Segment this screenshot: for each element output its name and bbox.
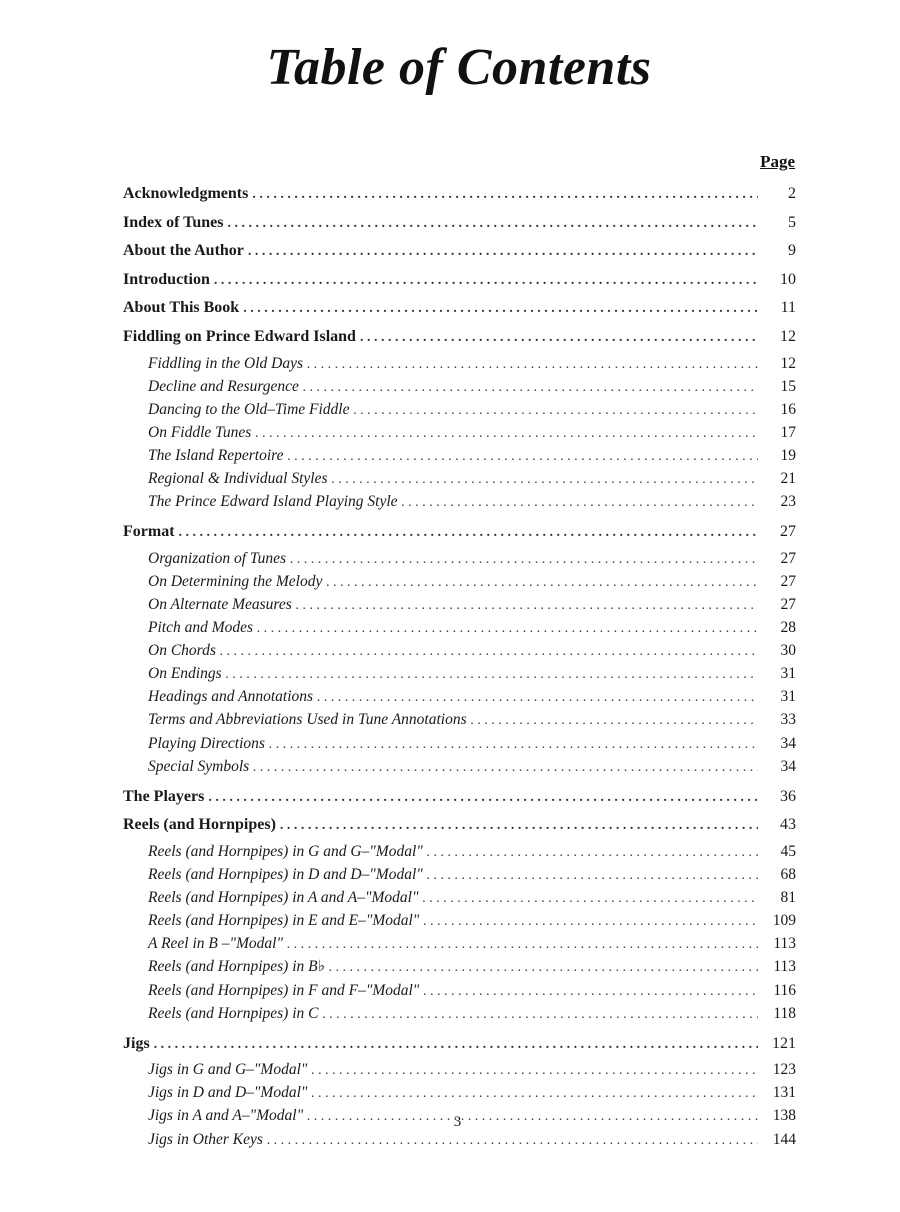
dot-leader (311, 1082, 758, 1104)
toc-entry-page: 27 (780, 596, 796, 613)
toc-entry-label: Reels (and Hornpipes) in F and F–"Modal" (148, 981, 420, 999)
toc-subsection-entry (123, 955, 796, 978)
dot-leader (427, 864, 758, 886)
toc-entry-page: 36 (780, 787, 796, 805)
dot-leader (360, 324, 758, 352)
toc-entry-page: 116 (773, 981, 796, 999)
toc-section-entry (123, 180, 796, 209)
toc-entry-page: 19 (780, 446, 796, 464)
table-of-contents (123, 180, 796, 1156)
toc-entry-page: 2 (788, 185, 796, 202)
toc-entry-label: On Chords (148, 642, 216, 660)
dot-leader (423, 910, 758, 932)
dot-leader (154, 1031, 758, 1059)
dot-leader (269, 733, 758, 755)
toc-entry-page: 138 (772, 1107, 796, 1125)
toc-entry-page: 17 (780, 423, 796, 441)
toc-section-entry (123, 237, 796, 266)
toc-entry-label: Decline and Resurgence (148, 377, 299, 395)
dot-leader (326, 571, 758, 593)
dot-leader (253, 756, 758, 778)
toc-entry-page: 11 (780, 299, 796, 317)
toc-subsection-entry (123, 1058, 796, 1081)
toc-entry-label: Reels (and Hornpipes) in C (148, 1004, 319, 1022)
toc-subsection-entry (123, 1002, 796, 1025)
toc-entry-label: Fiddling on Prince Edward Island (123, 327, 356, 345)
toc-subsection-entry (123, 662, 796, 685)
toc-subsection-entry (123, 708, 796, 731)
toc-entry-page: 30 (780, 642, 796, 660)
toc-entry-label: Special Symbols (148, 757, 250, 775)
toc-entry-label: Terms and Abbreviations Used in Tune Annotations (148, 711, 467, 729)
toc-section-entry (123, 266, 796, 295)
toc-entry-page: 27 (780, 549, 796, 567)
toc-entry-label: Jigs in G and G–"Modal" (148, 1061, 308, 1079)
toc-entry-page: 113 (773, 958, 796, 976)
toc-subsection-entry (123, 755, 796, 778)
page-title: Table of Contents (266, 39, 652, 96)
toc-subsection-entry (123, 840, 796, 863)
toc-subsection-entry (123, 979, 796, 1002)
page-column-header: Page (760, 152, 795, 171)
toc-entry-page: 45 (780, 842, 796, 860)
toc-entry-label: On Determining the Melody (148, 572, 323, 590)
toc-entry-page: 31 (780, 688, 796, 706)
toc-entry-label: Introduction (123, 270, 210, 288)
toc-subsection-entry (123, 932, 796, 955)
dot-leader (423, 980, 758, 1002)
toc-entry-page: 34 (780, 757, 796, 775)
page-number: 3 (453, 1114, 462, 1130)
toc-entry-page: 28 (780, 619, 796, 637)
toc-subsection-entry (123, 1081, 796, 1104)
dot-leader (220, 640, 758, 662)
toc-subsection-entry (123, 547, 796, 570)
toc-entry-page: 123 (772, 1061, 796, 1079)
toc-entry-label: Jigs (123, 1034, 150, 1052)
toc-entry-page: 27 (780, 523, 796, 541)
toc-entry-label: Format (123, 523, 175, 541)
toc-entry-page: 12 (780, 354, 796, 372)
toc-subsection-entry (123, 398, 796, 421)
toc-entry-label: The Island Repertoire (148, 446, 284, 464)
dot-leader (243, 295, 758, 323)
dot-leader (208, 784, 758, 812)
section-gap (123, 1151, 796, 1156)
toc-entry-label: Reels (and Hornpipes) in D and D–"Modal" (148, 866, 423, 884)
toc-entry-page: 27 (780, 572, 796, 590)
toc-entry-label: Playing Directions (148, 734, 265, 752)
dot-leader (267, 1129, 758, 1151)
dot-leader (422, 887, 758, 909)
toc-subsection-entry (123, 616, 796, 639)
toc-entry-label: About This Book (123, 299, 240, 317)
toc-subsection-entry (123, 685, 796, 708)
toc-entry-page: 9 (788, 242, 796, 260)
dot-leader (303, 376, 758, 398)
toc-entry-label: Reels (and Hornpipes) (123, 816, 276, 834)
toc-entry-label: Regional & Individual Styles (148, 470, 328, 488)
toc-entry-label: Jigs in Other Keys (148, 1130, 263, 1148)
dot-leader (296, 594, 758, 616)
dot-leader (427, 841, 758, 863)
toc-entry-page: 10 (780, 270, 796, 288)
toc-subsection-entry (123, 593, 796, 616)
toc-entry-label: On Alternate Measures (148, 596, 292, 613)
toc-entry-label: On Endings (148, 665, 222, 683)
dot-leader (329, 956, 758, 978)
dot-leader (248, 238, 758, 266)
dot-leader (287, 933, 758, 955)
toc-entry-label: Reels (and Hornpipes) in B♭ (148, 958, 325, 976)
toc-entry-label: Index of Tunes (123, 213, 224, 231)
toc-entry-label: Reels (and Hornpipes) in E and E–"Modal" (148, 912, 420, 930)
toc-subsection-entry (123, 467, 796, 490)
toc-entry-page: 144 (772, 1130, 796, 1148)
dot-leader (255, 422, 758, 444)
dot-leader (311, 1059, 758, 1081)
dot-leader (332, 468, 758, 490)
toc-section-entry (123, 518, 796, 547)
toc-subsection-entry (123, 570, 796, 593)
toc-entry-page: 31 (780, 665, 796, 683)
toc-entry-page: 68 (780, 866, 796, 884)
dot-leader (322, 1003, 758, 1025)
toc-entry-page: 109 (772, 912, 796, 930)
toc-entry-page: 33 (780, 711, 796, 729)
toc-entry-page: 15 (780, 377, 796, 395)
toc-entry-page: 23 (780, 493, 796, 511)
toc-entry-label: The Prince Edward Island Playing Style (148, 493, 398, 511)
toc-entry-page: 21 (780, 470, 796, 488)
toc-subsection-entry (123, 639, 796, 662)
toc-entry-page: 12 (780, 327, 796, 345)
dot-leader (280, 812, 758, 840)
dot-leader (226, 663, 758, 685)
toc-entry-label: Organization of Tunes (148, 549, 287, 567)
toc-subsection-entry (123, 375, 796, 398)
dot-leader (402, 491, 758, 513)
toc-subsection-entry (123, 863, 796, 886)
toc-entry-label: A Reel in B –"Modal" (148, 935, 283, 953)
toc-subsection-entry (123, 886, 796, 909)
toc-entry-page: 43 (780, 816, 796, 834)
toc-entry-label: The Players (123, 787, 205, 805)
toc-subsection-entry (123, 421, 796, 444)
dot-leader (228, 210, 759, 238)
toc-section-entry (123, 294, 796, 323)
toc-entry-page: 16 (780, 400, 796, 418)
dot-leader (179, 519, 758, 547)
toc-entry-label: Fiddling in the Old Days (148, 354, 303, 372)
toc-entry-label: Jigs in D and D–"Modal" (148, 1084, 308, 1102)
toc-section-entry (123, 209, 796, 238)
toc-subsection-entry (123, 444, 796, 467)
dot-leader (257, 617, 758, 639)
toc-entry-label: About the Author (123, 242, 244, 260)
toc-entry-page: 34 (780, 734, 796, 752)
toc-entry-page: 118 (773, 1004, 796, 1022)
dot-leader (471, 709, 758, 731)
toc-subsection-entry (123, 352, 796, 375)
toc-entry-page: 131 (772, 1084, 796, 1102)
toc-entry-page: 81 (780, 889, 796, 907)
toc-entry-page: 121 (772, 1034, 796, 1052)
toc-section-entry (123, 1030, 796, 1059)
toc-entry-page: 5 (788, 213, 796, 231)
toc-entry-label: Headings and Annotations (148, 688, 314, 706)
toc-subsection-entry (123, 490, 796, 513)
dot-leader (290, 548, 758, 570)
dot-leader (252, 181, 758, 209)
toc-entry-label: Reels (and Hornpipes) in A and A–"Modal" (148, 889, 419, 907)
dot-leader (353, 399, 758, 421)
toc-subsection-entry (123, 732, 796, 755)
toc-section-entry (123, 323, 796, 352)
toc-subsection-entry (123, 1128, 796, 1151)
dot-leader (287, 445, 758, 467)
toc-entry-label: Pitch and Modes (148, 619, 254, 637)
toc-entry-label: Dancing to the Old–Time Fiddle (148, 400, 350, 418)
toc-entry-label: On Fiddle Tunes (148, 423, 252, 441)
toc-entry-label: Reels (and Hornpipes) in G and G–"Modal" (148, 842, 423, 860)
toc-subsection-entry (123, 909, 796, 932)
toc-section-entry (123, 783, 796, 812)
toc-entry-page: 113 (773, 935, 796, 953)
toc-entry-label: Jigs in A and A–"Modal" (148, 1107, 304, 1125)
toc-section-entry (123, 811, 796, 840)
toc-entry-label: Acknowledgments (123, 185, 249, 202)
dot-leader (317, 686, 758, 708)
dot-leader (214, 267, 758, 295)
dot-leader (307, 353, 758, 375)
